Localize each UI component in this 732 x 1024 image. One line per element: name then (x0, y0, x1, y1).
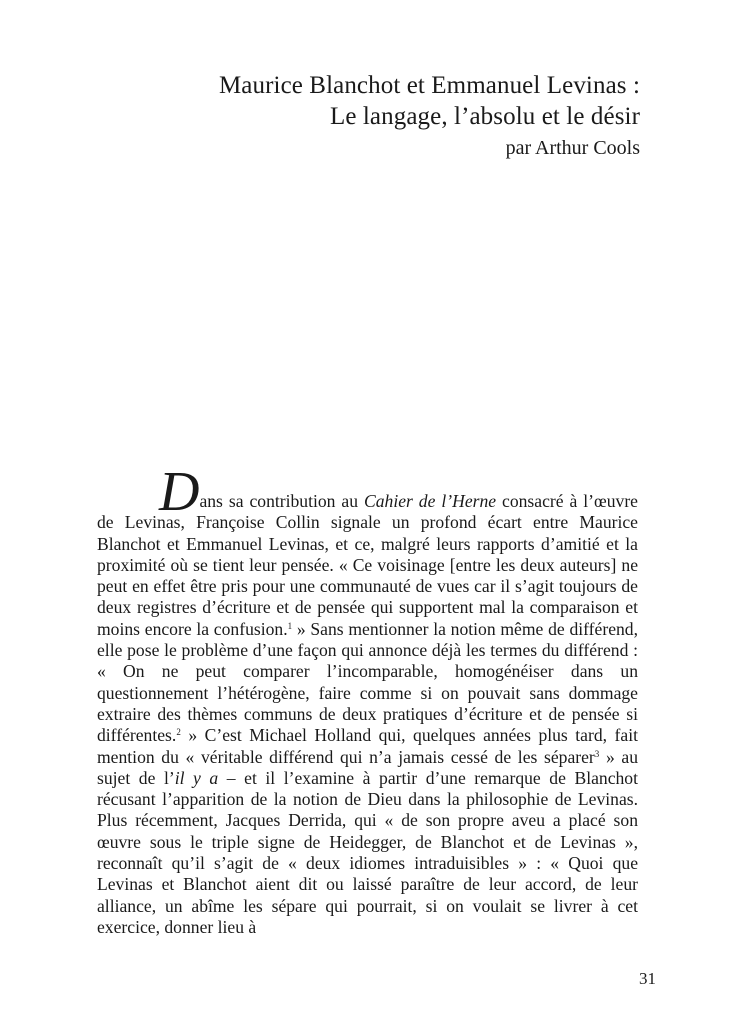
footnote-ref-3: 3 (594, 748, 600, 759)
body-text-segment: ans sa contribution au (199, 491, 364, 511)
body-paragraph (97, 461, 639, 938)
article-title-line-1: Maurice Blanchot et Emmanuel Levinas : (218, 72, 640, 99)
body-text-segment: » C’est Michael Holland qui, quelques années plus tard, fait mention du « véritable différend qui n’a jamais cessé de les séparer (97, 725, 638, 767)
body-text-segment: » au sujet de l’ (97, 746, 638, 788)
page-number: 31 (639, 969, 656, 988)
body-text-segment: consacré à l’œuvre de Levinas, Françoise Collin signale un profond écart entre Maurice Blanchot et Emmanuel Levinas, et ce, malgré leurs rapports d’amitié et la proximité où se tient leur pensée. « Ce voisinage [entre les deux auteurs] ne peut en effet être pris pour une communauté de vues car il s’agit toujours de deux registres d’écriture et de pensée qui supportent mal la comparaison et moins encore la confusion. (97, 491, 638, 639)
drop-cap: D (159, 461, 200, 523)
footnote-ref-1: 1 (287, 620, 293, 631)
body-text-segment: – et il l’examine à partir d’une remarque de Blanchot récusant l’apparition de la notion de Dieu dans la philosophie de Levinas. Plus récemment, Jacques Derrida, qui « de son propre aveu a placé son œuvre sous le triple signe de Heidegger, de Blanchot et de Levinas », reconnaît qu’il s’agit de « deux idiomes intraduisibles » : « Quoi que Levinas et Blanchot aient dit ou laissé paraître de leur accord, de leur alliance, un abîme les sépare qui pourrait, si on voulait se livrer à cet exercice, donner lieu à (97, 767, 638, 937)
article-title-line-2: Le langage, l’absolu et le désir (329, 103, 640, 130)
title-block (219, 70, 640, 162)
author-byline: par Arthur Cools (505, 137, 640, 159)
italic-title: Cahier de l’Herne (363, 491, 497, 511)
footnote-ref-2: 2 (176, 727, 181, 738)
body-text-segment: » Sans mentionner la notion même de différend, elle pose le problème d’une façon qui annonce déjà les termes du différend : « On ne peut comparer l’incomparable, homogénéiser dans un questionnement l’hétérogène, faire comme si on pouvait sans dommage extraire des thèmes communs de deux pratiques d’écriture et de pensée si différentes. (97, 618, 639, 746)
italic-term: il y a (174, 767, 219, 788)
